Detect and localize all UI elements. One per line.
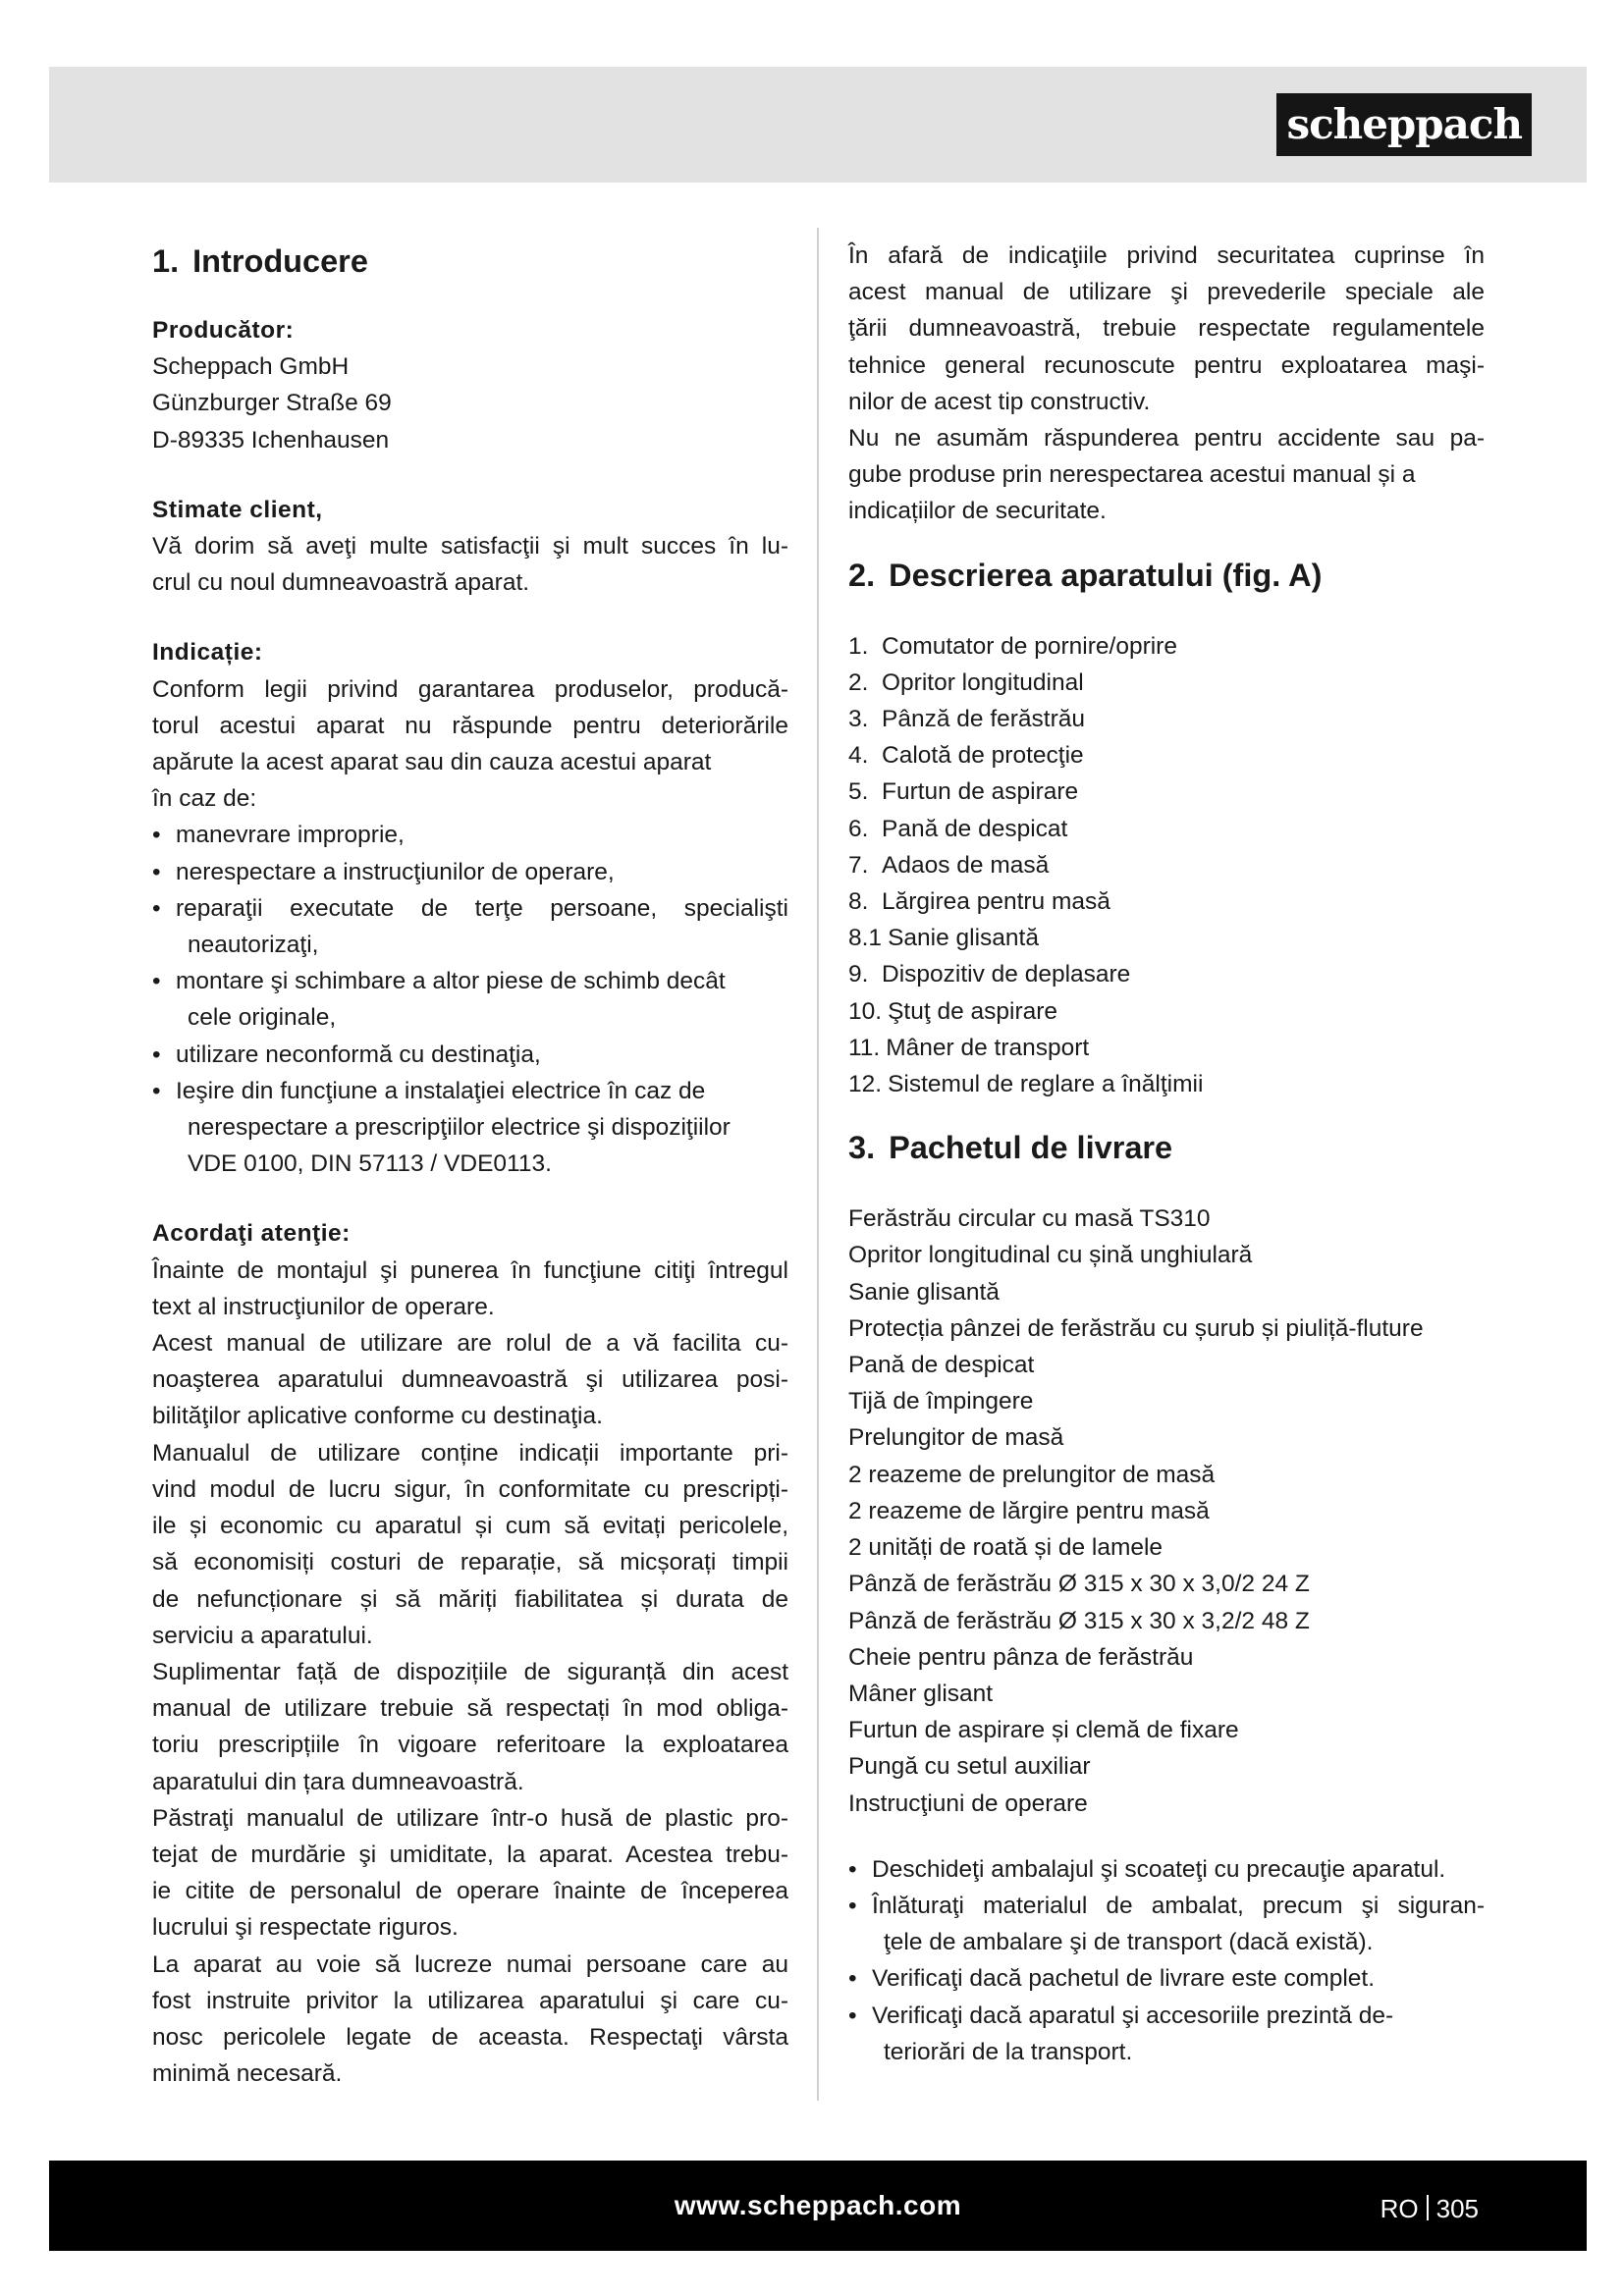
list-item: • utilizare neconformă cu destinaţia, — [152, 1037, 788, 1073]
list-item: • Înlăturaţi materialul de ambalat, precum şi siguran- ţele de ambalare şi de transport (dacă există). — [848, 1888, 1485, 1960]
section-title: Introducere — [192, 243, 368, 279]
column-divider — [817, 228, 819, 2101]
unpacking-steps-list — [848, 1851, 1485, 2070]
section-number: 1. — [152, 243, 180, 279]
page-number — [1380, 2161, 1479, 2257]
list-item: • montare şi schimbare a altor piese de schimb decât cele originale, — [152, 963, 788, 1036]
section-number: 2. — [848, 557, 876, 593]
list-item: Instrucţiuni de operare — [848, 1789, 1088, 1817]
list-item: Tijă de împingere — [848, 1388, 1034, 1415]
page-number-value: 305 — [1435, 2194, 1479, 2223]
list-item: • Verificaţi dacă aparatul şi accesoriile prezintă de- teriorări de la transport. — [848, 1998, 1485, 2070]
producer-label: Producător: — [152, 317, 295, 344]
list-item: • Verificaţi dacă pachetul de livrare este complet. — [848, 1960, 1485, 1997]
footer-bar — [49, 2161, 1587, 2251]
list-item: 10. Ştuţ de aspirare — [848, 997, 1058, 1025]
note-bullet-list — [152, 817, 788, 1182]
list-item: • manevrare improprie, — [152, 817, 788, 853]
list-item: 2 reazeme de lărgire pentru masă — [848, 1497, 1210, 1524]
attention-label: Acordaţi atenţie: — [152, 1220, 351, 1248]
website-url: www.scheppach.com — [674, 2190, 962, 2220]
producer-line: Günzburger Straße 69 — [152, 390, 392, 417]
language-code: RO — [1380, 2194, 1419, 2223]
producer-line: Scheppach GmbH — [152, 353, 350, 381]
list-item: Furtun de aspirare și clemă de fixare — [848, 1717, 1239, 1744]
list-item: Pânză de ferăstrău Ø 315 x 30 x 3,0/2 24 Z — [848, 1571, 1310, 1598]
list-item: Cheie pentru pânza de ferăstrău — [848, 1643, 1194, 1671]
list-item: • nerespectare a instrucţiunilor de operare, — [152, 854, 788, 890]
list-item: Prelungitor de masă — [848, 1424, 1064, 1452]
list-item: Sanie glisantă — [848, 1278, 1000, 1306]
text-line: Conform legii privind garantarea produselor, producă- — [152, 675, 788, 703]
text-line: Vă dorim să aveţi multe satisfacţii şi mult succes în lu- — [152, 533, 788, 561]
section-1-heading — [152, 238, 788, 285]
section-title: Descrierea aparatului (fig. A) — [889, 557, 1323, 593]
list-item: Pană de despicat — [848, 1352, 1035, 1379]
list-item: 11. Mâner de transport — [848, 1034, 1090, 1061]
list-item: 9. Dispozitiv de deplasare — [848, 961, 1131, 988]
list-item: 8.1 Sanie glisantă — [848, 925, 1039, 952]
list-item: Opritor longitudinal cu șină unghiulară — [848, 1242, 1253, 1269]
separator — [1427, 2195, 1429, 2220]
text-line: în caz de: — [152, 785, 257, 813]
list-item: 2 unități de roată și de lamele — [848, 1534, 1164, 1562]
attention-text: Înainte de montajul şi punerea în funcţiune citiţi întregul text al instrucţiunilor de operare. Acest manual de utilizare are rolul de a vă facilita cu- noaşterea aparatului dumneavoastră şi utilizarea posi- bilităţilor aplicative conforme cu destinaţia. Manualul de utilizare conține indicații importante pri- vind modul de lucru sigur, în conformitate cu prescripți- ile și economic cu aparatul și cum să evitați pericolele, să economisiți costuri de reparație, să micșorați timpii de nefuncționare și să măriți fiabilitatea și durata de serviciu a aparatului. Suplimentar față de dispozițiile de siguranță din acest manual de utilizare trebuie să respectați în mod obliga- toriu prescripțiile în vigoare referitoare la exploatarea aparatului din țara dumneavoastră. Păstraţi manualul de utilizare într-o husă de plastic pro- tejat de murdărie şi umiditate, la aparat. Acestea trebu- ie citite de personalul de operare înainte de începerea lucrului şi respectate riguros. La aparat au voie să lucreze numai persoane care au fost instruite privitor la utilizarea aparatului şi care cu- nosc pericolele legate de aceasta. Respectaţi vârsta minimă necesară. — [152, 1256, 788, 2088]
list-item: Mâner glisant — [848, 1680, 994, 1707]
delivery-list — [848, 1201, 1485, 1821]
text-line: apărute la acest aparat sau din cauza acestui aparat — [152, 749, 712, 776]
producer-line: D-89335 Ichenhausen — [152, 426, 390, 454]
section-2-heading — [848, 552, 1485, 599]
section-3-heading — [848, 1124, 1485, 1171]
list-item: Ferăstrău circular cu masă TS310 — [848, 1205, 1211, 1233]
right-column — [848, 238, 1485, 2070]
list-item: Pungă cu setul auxiliar — [848, 1753, 1091, 1781]
list-item: 2. Opritor longitudinal — [848, 668, 1084, 696]
list-item: 7. Adaos de masă — [848, 851, 1050, 879]
list-item: • Ieşire din funcţiune a instalaţiei electrice în caz de nerespectare a prescripţiilor electrice şi dispoziţiilor VDE 0100, DIN 57113 / VDE0113. — [152, 1073, 788, 1183]
note-label: Indicație: — [152, 639, 263, 667]
list-item: 12. Sistemul de reglare a înălţimii — [848, 1071, 1204, 1098]
text-line: crul cu noul dumneavoastră aparat. — [152, 569, 530, 597]
brand-logo: scheppach — [1276, 93, 1532, 156]
list-item: Pânză de ferăstrău Ø 315 x 30 x 3,2/2 48 Z — [848, 1607, 1310, 1634]
parts-list — [848, 628, 1485, 1103]
section-number: 3. — [848, 1130, 876, 1166]
list-item: 4. Calotă de protecţie — [848, 742, 1084, 770]
list-item: • reparaţii executate de terţe persoane, specialişti neautorizaţi, — [152, 890, 788, 963]
list-item: 2 reazeme de prelungitor de masă — [848, 1461, 1216, 1488]
dear-client-label: Stimate client, — [152, 496, 323, 523]
list-item: 8. Lărgirea pentru masă — [848, 888, 1110, 916]
text-line: torul acestui aparat nu răspunde pentru deteriorările — [152, 712, 788, 739]
left-column — [152, 238, 788, 2092]
list-item: 3. Pânză de ferăstrău — [848, 706, 1086, 733]
intro-text: În afară de indicaţiile privind securitatea cuprinse în acest manual de utilizare şi prevederile speciale ale ţării dumneavoastră, trebuie respectate regulamentele tehnice general recunoscute pentru exploatarea maşi- nilor de acest tip constructiv. Nu ne asumăm răspunderea pentru accidente sau pa- gube produse prin nerespectarea acestui manual și a indicațiilor de securitate. — [848, 242, 1485, 525]
list-item: 6. Pană de despicat — [848, 815, 1068, 842]
header-band — [49, 67, 1587, 183]
list-item: 5. Furtun de aspirare — [848, 778, 1079, 806]
list-item: • Deschideţi ambalajul şi scoateţi cu precauţie aparatul. — [848, 1851, 1485, 1888]
section-title: Pachetul de livrare — [889, 1130, 1173, 1166]
list-item: Protecția pânzei de ferăstrău cu șurub și piuliță-fluture — [848, 1314, 1424, 1342]
list-item: 1. Comutator de pornire/oprire — [848, 632, 1177, 660]
